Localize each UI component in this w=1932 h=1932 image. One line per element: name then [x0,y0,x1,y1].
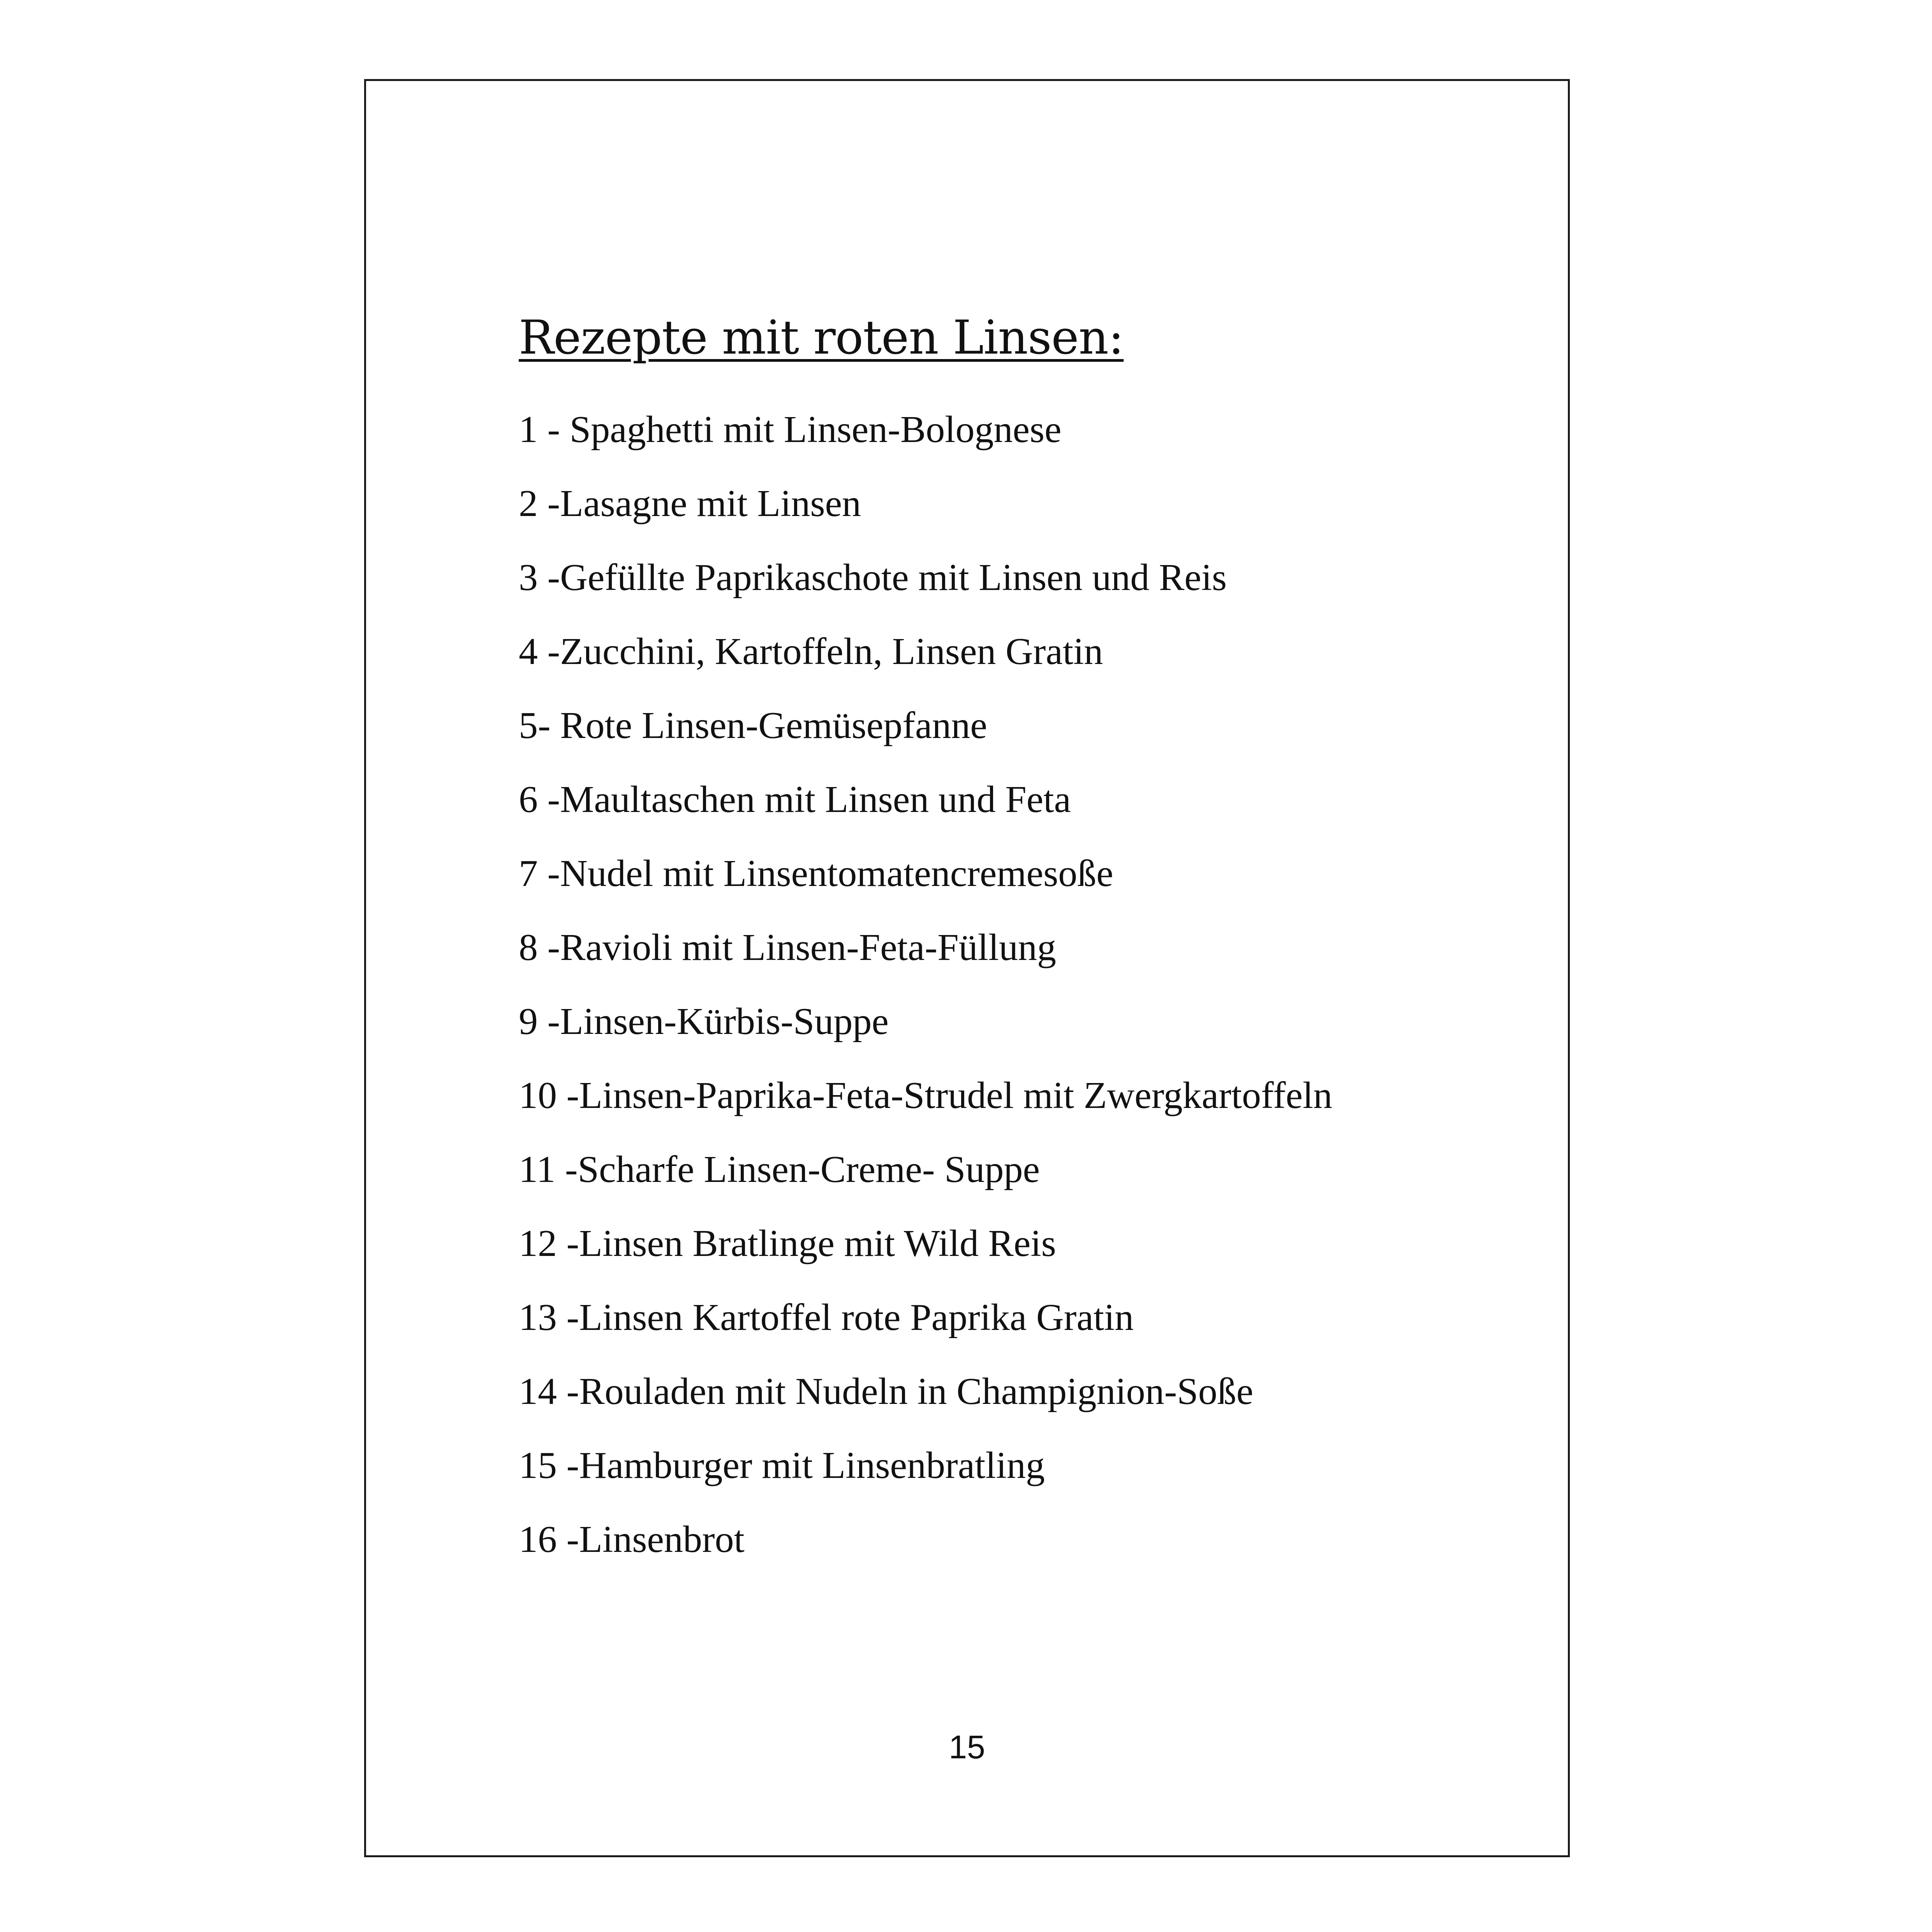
list-item: 15 -Hamburger mit Linsenbratling [519,1444,1045,1486]
recipe-list [519,408,1332,1592]
list-item: 7 -Nudel mit Linsentomatencremesoße [519,852,1113,895]
list-item: 6 -Maultaschen mit Linsen und Feta [519,778,1071,821]
list-item: 11 -Scharfe Linsen-Creme- Suppe [519,1148,1040,1191]
list-item: 9 -Linsen-Kürbis-Suppe [519,1000,889,1043]
list-item: 13 -Linsen Kartoffel rote Paprika Gratin [519,1296,1134,1338]
list-item: 3 -Gefüllte Paprikaschote mit Linsen und Reis [519,557,1227,599]
list-item: 8 -Ravioli mit Linsen-Feta-Füllung [519,926,1057,969]
list-item: 10 -Linsen-Paprika-Feta-Strudel mit Zwergkartoffeln [519,1074,1333,1117]
page-number: 15 [949,1729,985,1765]
page-title: Rezepte mit roten Linsen: [519,311,1124,365]
list-item: 5- Rote Linsen-Gemüsepfanne [519,704,987,747]
list-item: 14 -Rouladen mit Nudeln in Champignion-Soße [519,1370,1254,1412]
list-item: 1 - Spaghetti mit Linsen-Bolognese [519,409,1062,451]
list-item: 16 -Linsenbrot [519,1518,745,1560]
page-frame [364,79,1570,1857]
list-item: 2 -Lasagne mit Linsen [519,483,861,525]
list-item: 12 -Linsen Bratlinge mit Wild Reis [519,1222,1056,1265]
list-item: 4 -Zucchini, Kartoffeln, Linsen Gratin [519,630,1103,673]
